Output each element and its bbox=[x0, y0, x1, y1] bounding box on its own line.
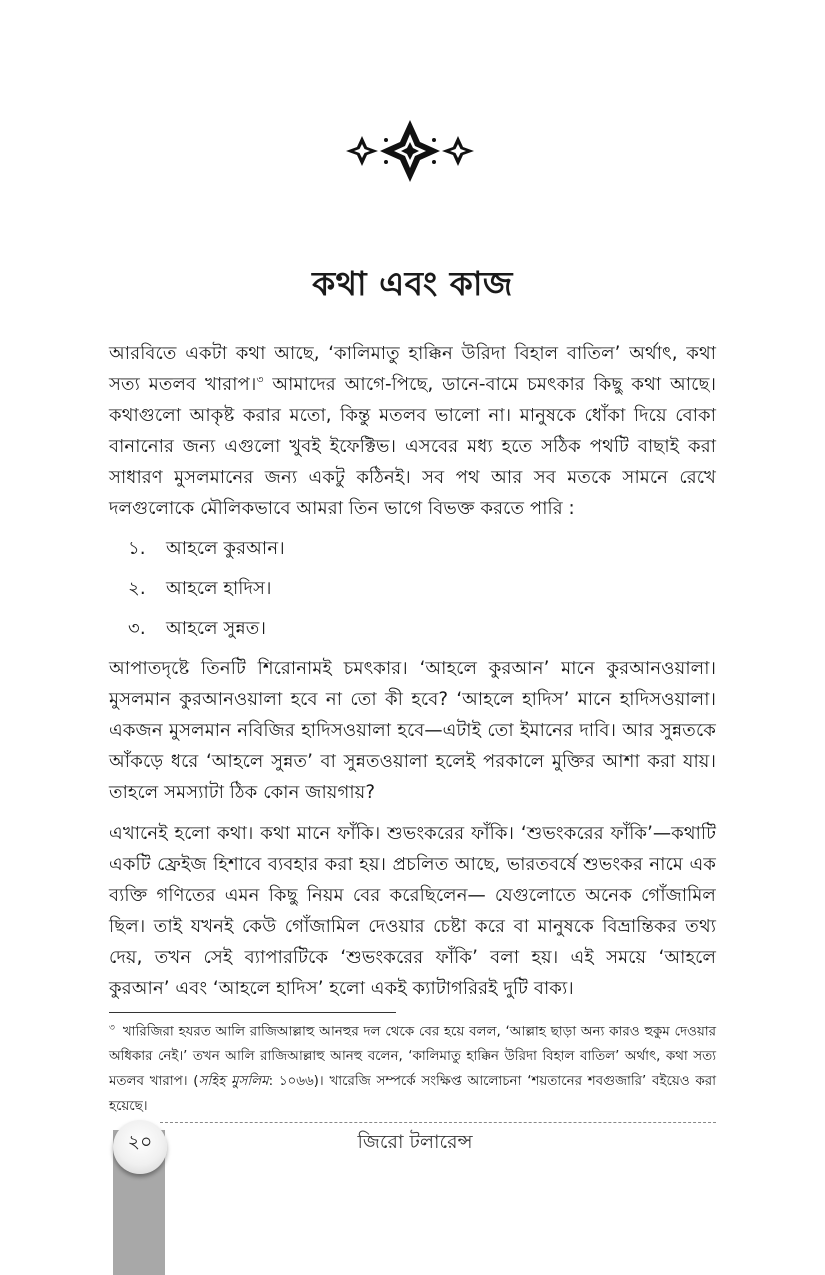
paragraph-intro-after: আমাদের আগে-পিছে, ডানে-বামে চমৎকার কিছু কথা আছে। কথাগুলো আকৃষ্ট করার মতো, কিন্তু মতলব ভালো না। মানুষকে ধোঁকা দিয়ে বোকা বানানোর জন্য এগুলো খুবই ইফেক্টিভ। এসবের মধ্য হতে সঠিক পথটি বাছাই করা সাধারণ মুসলমানের জন্য একটু কঠিনই। সব পথ আর সব মতকে সামনে রেখে দলগুলোকে মৌলিকভাবে আমরা তিন ভাগে বিভক্ত করতে পারি : bbox=[109, 374, 716, 519]
list-item-number: ১. bbox=[128, 538, 146, 559]
list-item-text: আহলে হাদিস। bbox=[166, 578, 272, 599]
list-item-number: ৩. bbox=[128, 618, 146, 639]
chapter-title: কথা এবং কাজ bbox=[312, 264, 513, 303]
footnote-divider bbox=[109, 1012, 396, 1013]
list-item-number: ২. bbox=[128, 578, 146, 599]
footnote-reference[interactable]: ৩ bbox=[256, 372, 264, 386]
list-item bbox=[128, 573, 688, 613]
list-item-text: আহলে কুরআন। bbox=[166, 538, 285, 559]
diamond-star-ornament-icon bbox=[340, 118, 480, 184]
group-list bbox=[128, 533, 688, 653]
paragraph-shubhankar: এখানেই হলো কথা। কথা মানে ফাঁকি। শুভংকরের ফাঁকি। ‘শুভংকরের ফাঁকি’—কথাটি একটি ফ্রেইজ হিশাবে ব্যবহার করা হয়। প্রচলিত আছে, ভারতবর্ষে শুভংকর নামে এক ব্যক্তি গণিতের এমন কিছু নিয়ম বের করেছিলেন— যেগুলোতে অনেক গোঁজামিল ছিল। তাই যখনই কেউ গোঁজামিল দেওয়ার চেষ্টা করে বা মানুষকে বিভ্রান্তিকর তথ্য দেয়, তখন সেই ব্যাপারটিকে ‘শুভংকরের ফাঁকি’ বলা হয়। এই সময়ে ‘আহলে কুরআন’ এবং ‘আহলে হাদিস’ হলো একই ক্যাটাগরিরই দুটি বাক্য। bbox=[109, 823, 716, 999]
paragraph-titles: আপাতদৃষ্টে তিনটি শিরোনামই চমৎকার। ‘আহলে কুরআন’ মানে কুরআনওয়ালা। মুসলমান কুরআনওয়ালা হবে না তো কী হবে? ‘আহলে হাদিস’ মানে হাদিসওয়ালা। একজন মুসলমান নবিজির হাদিসওয়ালা হবে—এটাই তো ইমানের দাবি। আর সুন্নতকে আঁকড়ে ধরে ‘আহলে সুন্নত’ বা সুন্নতওয়ালা হলেই পরকালে মুক্তির আশা করা যায়। তাহলে সমস্যাটা ঠিক কোন জায়গায়? bbox=[109, 658, 716, 803]
footnote-text-before: খারিজিরা হযরত আলি রাজিআল্লাহু আনহুর দল থেকে বের হয়ে বলল, ‘আল্লাহ ছাড়া অন্য কারও হুকুম দেওয়ার অধিকার নেই।’ তখন আলি রাজিআল্লাহু আনহু বলেন, ‘কালিমাতু হাক্কিন উরিদা বিহাল বাতিল’ অর্থাৎ, কথা সত্য মতলব খারাপ। ( bbox=[109, 1024, 716, 1090]
footnote-source-italic: সহিহ মুসলিম bbox=[198, 1074, 269, 1090]
footer-divider bbox=[160, 1122, 716, 1123]
footnote-mark: ৩ bbox=[109, 1023, 115, 1033]
footnote bbox=[109, 1016, 716, 1119]
paragraph-intro bbox=[109, 338, 716, 524]
list-item bbox=[128, 533, 688, 573]
list-item-text: আহলে সুন্নত। bbox=[166, 618, 266, 639]
list-item bbox=[128, 613, 688, 653]
paragraph-intro-before: আরবিতে একটা কথা আছে, ‘কালিমাতু হাক্কিন উরিদা বিহাল বাতিল’ অর্থাৎ, কথা সত্য মতলব খারাপ। bbox=[109, 343, 716, 395]
page-number: ২০ bbox=[127, 1131, 153, 1153]
running-footer-title: জিরো টলারেন্স bbox=[357, 1131, 473, 1153]
footnote-text-after: : ১০৬৬)। খারেজি সম্পর্কে সংক্ষিপ্ত আলোচনা ‘শয়তানের শবগুজারি’ বইয়েও করা হয়েছে। bbox=[109, 1074, 716, 1115]
